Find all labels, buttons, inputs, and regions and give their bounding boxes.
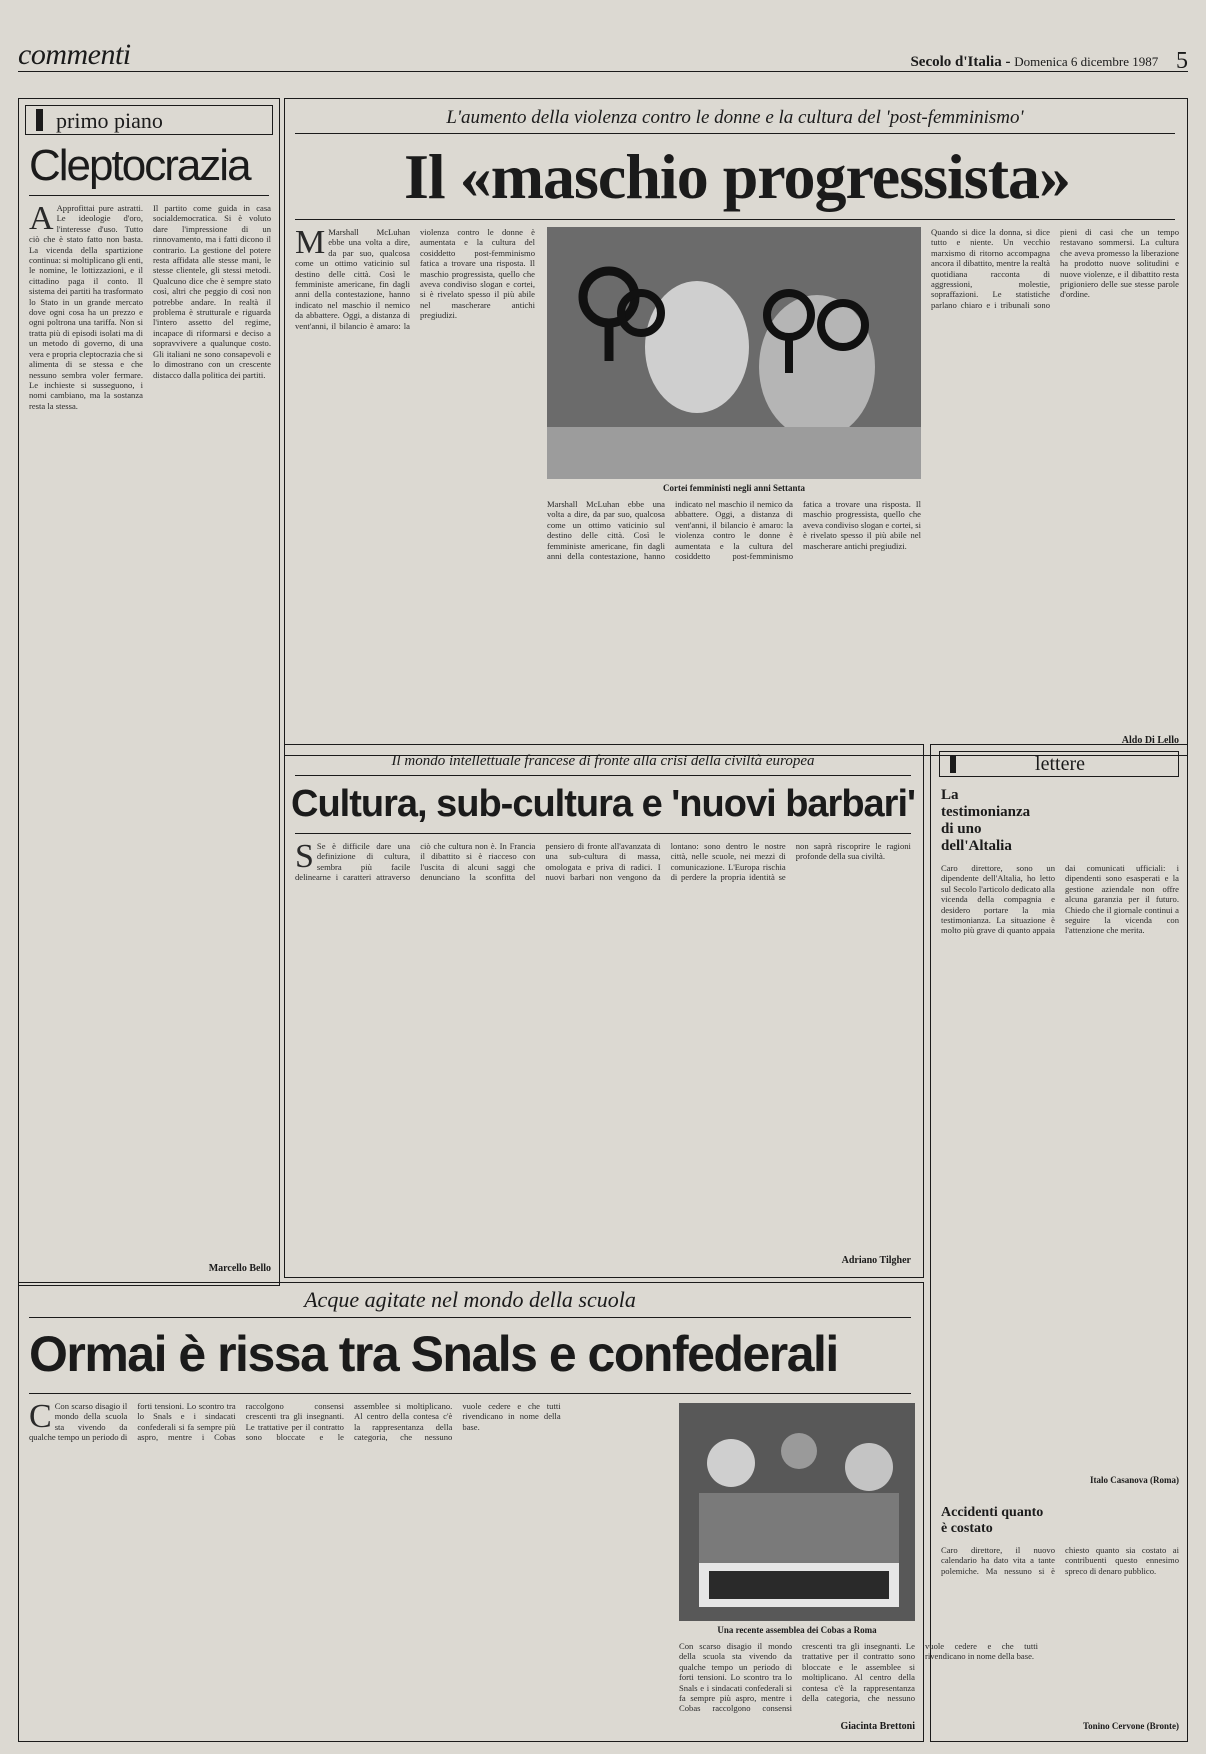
drop-cap: C xyxy=(29,1398,52,1435)
header-bar xyxy=(36,109,43,131)
scuola-article-side-body xyxy=(679,1641,1038,1717)
section-name: commenti xyxy=(18,38,131,71)
col2-text: Il partito come guida in casa socialdemocratica. Si è voluto dare l'impressione di un rinnovamento, ma i fatti dicono il contrario. La gestione del potere resta affidata alle stesse mani, le stesse clientele, gli stessi metodi. Qualcuno dice che è sempre stato così, altri che peggio di così non potrebbe andare. In realtà il problema è strutturale e riguarda l'intero assetto del regime, incapace di riformarsi e deciso a sopravvivere a qualunque costo. Gli italiani ne sono consapevoli e lo dimostrano con un crescente distacco dalla politica dei partiti. xyxy=(153,203,271,380)
scuola-article-body xyxy=(29,1398,669,1733)
main-article-title: Il «maschio progressista» xyxy=(404,141,1070,212)
title-rule xyxy=(295,833,911,834)
newspaper-name: Secolo d'Italia xyxy=(910,54,1002,70)
scuola-article-photo xyxy=(679,1403,915,1621)
photo-illustration xyxy=(547,227,921,479)
cultura-body-text: Se è difficile dare una definizione di cultura, sembra più facile delinearne i caratteri attraverso ciò che cultura non è. In Francia il dibattito si è riacceso con l'uscita di alcuni saggi che denunciano la sconfitta del pensiero di fronte all'avanzata di una sub-cultura di massa, omologata e priva di radici. I nuovi barbari non vengono da lontano: sono dentro le nostre città, nelle scuole, nei mezzi di comunicazione. L'Europa rischia di perdere la propria identità se non saprà riscoprire le ragioni profonde della sua civiltà. xyxy=(295,841,911,883)
main-article-kicker: L'aumento della violenza contro le donne e la cultura del 'post-femminismo' xyxy=(446,107,1024,128)
kicker-rule xyxy=(29,1317,911,1318)
letter2-title: Accidenti quanto è costato xyxy=(941,1505,1044,1536)
main-article-right-cols xyxy=(931,227,1179,727)
scuola-article-kicker: Acque agitate nel mondo della scuola xyxy=(304,1287,636,1312)
cultura-article-byline: Adriano Tilgher xyxy=(841,1255,911,1266)
scuola-article-caption: Una recente assemblea dei Cobas a Roma xyxy=(717,1625,877,1635)
cultura-article-kicker: Il mondo intellettuale francese di fronte alla crisi della civiltà europea xyxy=(391,753,815,769)
lettere-box xyxy=(930,744,1188,1742)
primo-piano-col1 xyxy=(29,200,143,1267)
main-article-mid-cols xyxy=(547,499,921,747)
main-article-byline: Aldo Di Lello xyxy=(1121,735,1179,746)
kicker-rule xyxy=(295,133,1175,134)
title-rule xyxy=(295,219,1175,220)
primo-piano-box xyxy=(18,98,280,1286)
cultura-article-body xyxy=(295,838,911,1251)
primo-piano-header xyxy=(25,105,273,135)
main-article-box xyxy=(284,98,1188,756)
scuola-article-byline: Giacinta Brettoni xyxy=(840,1721,915,1732)
letter1-text: Caro direttore, sono un dipendente dell'Altalia, ho letto sul Secolo l'articolo dedicato alla vicenda della compagnia e desidero portare la mia testimonianza. La situazione è molto più grave di quanto appaia dai comunicati ufficiali: i dipendenti sono esasperati e la gestione aziendale non offre alcuna garanzia per il futuro. Chiedo che il giornale continui a seguire la vicenda con l'attenzione che merita. xyxy=(941,863,1179,936)
masthead xyxy=(18,38,1188,72)
scuola-article-title: Ormai è rissa tra Snals e confederali xyxy=(29,1326,838,1382)
letter2-text: Caro direttore, il nuovo calendario ha dato vita a tante polemiche. Ma nessuno si è chiesto quanto sia costato ai contribuenti questo ennesimo spreco di denaro pubblico. xyxy=(941,1545,1179,1576)
drop-cap: M xyxy=(295,224,326,261)
left-col-text: Marshall McLuhan ebbe una volta a dire, da par suo, qualcosa come un ottimo vaticinio sul destino delle città. Così le femministe americane, fin dagli anni della contestazione, hanno indicato nel maschio il nemico da abbattere. Oggi, a distanza di vent'anni, il bilancio è amaro: la violenza contro le donne è aumentata e la cultura del cosiddetto post-femminismo fatica a trovare una risposta. Il maschio progressista, quello che aveva condiviso slogan e cortei, si è rivelato spesso il più abile nel mascherare antichi pregiudizi. xyxy=(295,227,535,331)
drop-cap: S xyxy=(295,838,314,875)
cultura-article-box xyxy=(284,744,924,1278)
col1-text: Approfittai pure astratti. Le ideologie d'oro, l'interesse d'uso. Tutto ciò che è stato fatto non basta. La vicenda della spartizione continua: si moltiplicano gli enti, le nomine, le lottizzazioni, e il cittadino paga il conto. Il sistema dei partiti ha trasformato lo Stato in un grande mercato dove ogni cosa ha un prezzo e ogni poltrona una tariffa. Non si tratta più di episodi isolati ma di un metodo di governo, di una vera e propria cleptocrazia che si alimenta di se stessa e che nessuno sembra voler fermare. Le inchieste si susseguono, i nomi cambiano, ma la sostanza resta la stessa. xyxy=(29,203,143,411)
photo-illustration xyxy=(679,1403,915,1621)
right-cols-text: Quando si dice la donna, si dice tutto e niente. Un vecchio marxismo di ritorno accompagna ancora il dibattito, mentre la realtà quotidiana racconta di aggressioni, molestie, sopraffazioni. Le statistiche parlano chiaro e i tribunali sono pieni di casi che un tempo restavano sommersi. La cultura che aveva promesso la liberazione ha prodotto nuove solitudini e nuove violenze, e il dibattito resta prigioniero delle sue stesse parole d'ordine. xyxy=(931,227,1179,310)
letter1-title: La testimonianza di uno dell'Altalia xyxy=(941,787,1031,854)
mid-cols-text: Marshall McLuhan ebbe una volta a dire, da par suo, qualcosa come un ottimo vaticinio sul destino delle città. Così le femministe americane, fin dagli anni della contestazione, hanno indicato nel maschio il nemico da abbattere. Oggi, a distanza di vent'anni, il bilancio è amaro: la violenza contro le donne è aumentata e la cultura del cosiddetto post-femminismo fatica a trovare una risposta. Il maschio progressista, quello che aveva condiviso slogan e cortei, si è rivelato spesso il più abile nel mascherare antichi pregiudizi. xyxy=(547,499,921,562)
main-article-photo xyxy=(547,227,921,479)
drop-cap: A xyxy=(29,200,54,237)
lettere-label: lettere xyxy=(1035,753,1085,775)
main-article-left-col xyxy=(295,224,535,747)
primo-piano-col2 xyxy=(153,203,271,1243)
letter1-signature: Italo Casanova (Roma) xyxy=(1090,1475,1179,1485)
letter2-signature: Tonino Cervone (Bronte) xyxy=(1082,1721,1179,1731)
lettere-header xyxy=(939,751,1179,777)
paper-info: Secolo d'Italia - Domenica 6 dicembre 1987 5 xyxy=(910,48,1188,74)
letter2-body xyxy=(941,1545,1179,1715)
kicker-rule xyxy=(295,775,911,776)
title-rule xyxy=(29,195,269,196)
issue-date: Domenica 6 dicembre 1987 xyxy=(1014,54,1159,69)
page-number: 5 xyxy=(1176,48,1188,74)
scuola-side-text: Con scarso disagio il mondo della scuola sta vivendo da qualche tempo un periodo di forti tensioni. Lo scontro tra lo Snals e i sindacati confederali si fa sempre più aspro, mentre i Cobas raccolgono consensi crescenti tra gli insegnanti. Le trattative per il contratto sono bloccate e le assemblee si moltiplicano. Al centro della contesa c'è la rappresentanza della categoria, che nessuno vuole cedere e che tutti rivendicano in nome della base. xyxy=(679,1641,1038,1714)
cultura-article-title: Cultura, sub-cultura e 'nuovi barbari' xyxy=(291,783,916,825)
main-article-caption: Cortei femministi negli anni Settanta xyxy=(663,483,805,493)
primo-piano-title: Cleptocrazia xyxy=(29,141,250,190)
letter1-body xyxy=(941,863,1179,1467)
scuola-body-text: Con scarso disagio il mondo della scuola sta vivendo da qualche tempo un periodo di forti tensioni. Lo scontro tra lo Snals e i sindacati confederali si fa sempre più aspro, mentre i Cobas raccolgono consensi crescenti tra gli insegnanti. Le trattative per il contratto sono bloccate e le assemblee si moltiplicano. Al centro della contesa c'è la rappresentanza della categoria, che nessuno vuole cedere e che tutti rivendicano in nome della base. xyxy=(29,1401,561,1443)
primo-piano-byline: Marcello Bello xyxy=(208,1263,271,1274)
title-rule xyxy=(29,1393,911,1394)
primo-piano-label: primo piano xyxy=(56,108,163,133)
